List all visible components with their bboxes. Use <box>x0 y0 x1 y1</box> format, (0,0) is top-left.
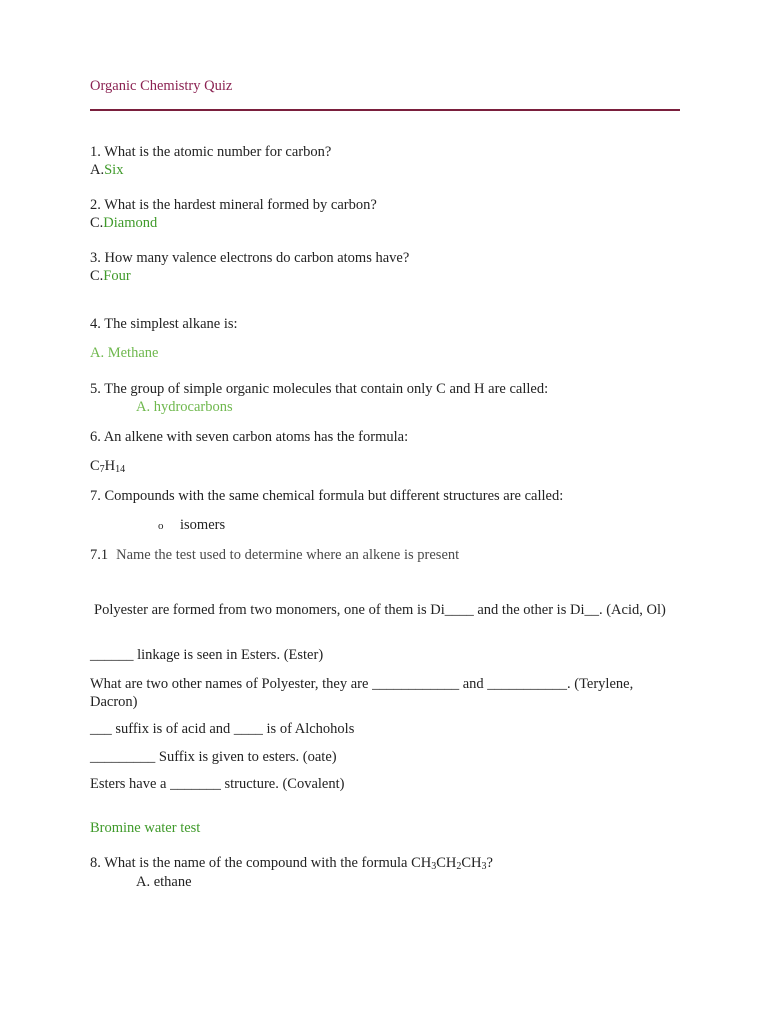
bullet-icon: o <box>158 520 164 532</box>
answer-3-prefix: C. <box>90 268 104 284</box>
answer-2-text: Diamond <box>103 215 158 231</box>
formula-c: C <box>90 458 100 474</box>
question-3: 3. How many valence electrons do carbon atoms have? <box>90 250 410 266</box>
formula-mid: CH <box>436 855 457 871</box>
question-1: 1. What is the atomic number for carbon? <box>90 144 332 160</box>
answer-2 <box>90 214 157 232</box>
fill-names: What are two other names of Polyester, they are ____________ and ___________. (Terylene, Dacron) <box>90 676 634 710</box>
answer-7-1: Bromine water test <box>90 820 201 836</box>
fill-linkage: ______ linkage is seen in Esters. (Ester) <box>90 647 324 663</box>
answer-8: A. ethane <box>136 874 192 890</box>
question-8 <box>90 854 493 872</box>
answer-2-prefix: C. <box>90 215 104 231</box>
fill-suffix: ___ suffix is of acid and ____ is of Alchohols <box>90 721 355 737</box>
question-2: 2. What is the hardest mineral formed by carbon? <box>90 197 377 213</box>
question-7-1-number: 7.1 <box>90 547 109 563</box>
answer-3-text: Four <box>103 268 131 284</box>
fill-structure: Esters have a _______ structure. (Covalent) <box>90 776 345 792</box>
question-5: 5. The group of simple organic molecules that contain only C and H are called: <box>90 381 549 397</box>
question-6: 6. An alkene with seven carbon atoms has the formula: <box>90 429 409 445</box>
formula-h: H <box>104 458 116 474</box>
answer-1 <box>90 161 123 179</box>
question-7-1 <box>90 546 459 564</box>
document-title: Organic Chemistry Quiz <box>90 78 233 94</box>
answer-4: A. Methane <box>90 345 159 361</box>
answer-5: A. hydrocarbons <box>136 399 233 415</box>
formula-end: CH <box>461 855 482 871</box>
answer-1-text: Six <box>104 162 124 178</box>
question-7-1-text: Name the test used to determine where an alkene is present <box>116 547 460 563</box>
formula-sub-3: 3 <box>481 861 487 872</box>
answer-3 <box>90 267 131 285</box>
question-8-text: 8. What is the name of the compound with the formula CH <box>90 855 432 871</box>
formula-sub-1: 3 <box>431 861 437 872</box>
answer-7: isomers <box>180 517 226 533</box>
formula-h-sub: 14 <box>115 464 126 475</box>
question-mark: ? <box>486 855 493 871</box>
formula-c-sub: 7 <box>99 464 105 475</box>
title-divider <box>90 109 680 111</box>
formula-sub-2: 2 <box>456 861 462 872</box>
question-7: 7. Compounds with the same chemical formula but different structures are called: <box>90 488 564 504</box>
answer-1-prefix: A. <box>90 162 105 178</box>
question-4: 4. The simplest alkane is: <box>90 316 238 332</box>
fill-polyester: Polyester are formed from two monomers, one of them is Di____ and the other is Di__. (Acid, Ol) <box>94 602 666 618</box>
fill-oate: _________ Suffix is given to esters. (oate) <box>90 749 337 765</box>
answer-6-formula <box>90 457 125 475</box>
